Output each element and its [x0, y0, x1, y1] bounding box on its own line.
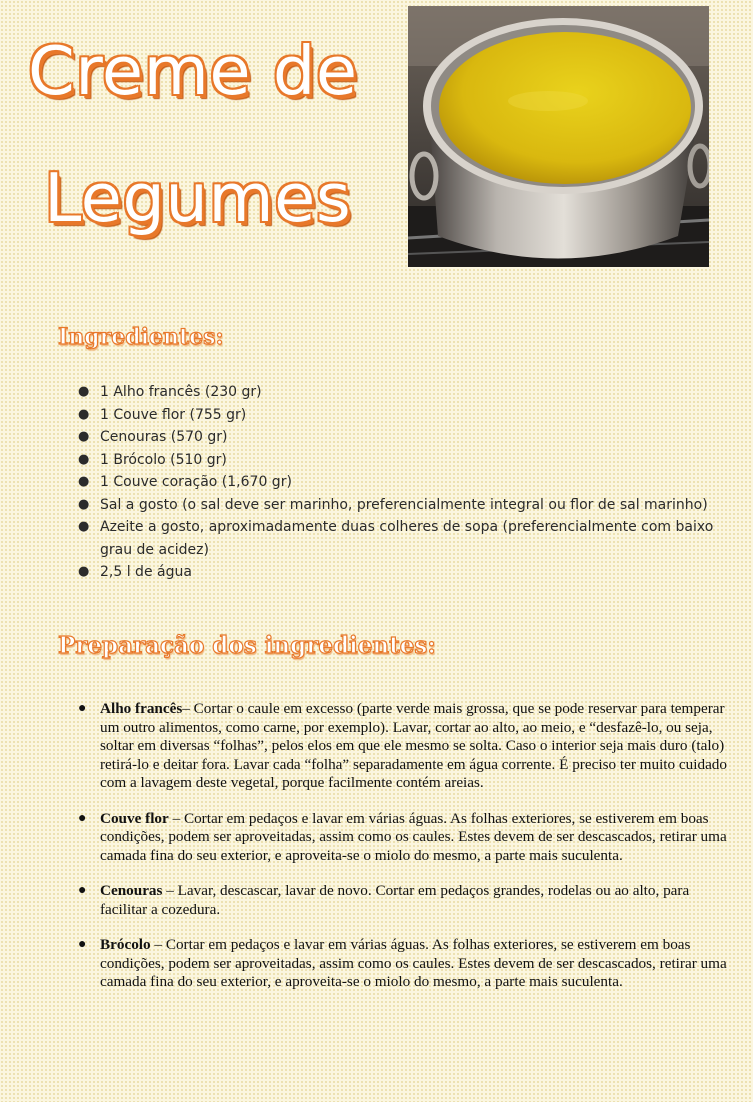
bullet-icon: ●: [78, 564, 90, 579]
preparation-heading: Preparação dos ingredientes:: [58, 632, 436, 659]
preparation-list: [78, 700, 730, 1009]
ingredient-item: [78, 516, 728, 561]
preparation-item-text: – Cortar em pedaços e lavar em várias águas. As folhas exteriores, se estiverem em boas condições, podem ser aproveitadas, assim como os caules. Estes devem de ser descascados, retirar uma camada fina do seu exterior, e aproveita-se o miolo do mesmo, a parte mais suculenta.: [100, 936, 727, 990]
preparation-item-lead: Alho francês: [100, 700, 183, 717]
ingredient-text: Cenouras (570 gr): [100, 429, 228, 445]
ingredient-item: [78, 426, 728, 449]
ingredients-list: [78, 381, 728, 584]
ingredient-text: 1 Brócolo (510 gr): [100, 451, 227, 468]
ingredient-item: [78, 471, 728, 494]
ingredient-text: 1 Couve coração (1,670 gr): [100, 474, 292, 490]
recipe-title-line-1: Creme de: [28, 32, 358, 110]
bullet-icon: ●: [78, 937, 87, 952]
soup-pot-photo: [408, 6, 709, 267]
bullet-icon: ●: [78, 384, 90, 399]
bullet-icon: ●: [78, 406, 90, 422]
ingredient-text: 2,5 l de água: [100, 564, 192, 580]
ingredient-item: [78, 449, 728, 472]
bullet-icon: ●: [78, 810, 87, 826]
preparation-item: [78, 936, 730, 992]
recipe-title-line-2: Legumes: [44, 159, 352, 237]
ingredient-item: [78, 404, 728, 427]
bullet-icon: ●: [78, 451, 90, 467]
bullet-icon: ●: [78, 496, 90, 512]
preparation-item-lead: Couve flor: [100, 809, 169, 827]
bullet-icon: ●: [78, 429, 90, 444]
ingredient-text: 1 Alho francês (230 gr): [100, 384, 262, 400]
ingredient-text: Sal a gosto (o sal deve ser marinho, preferencialmente integral ou flor de sal marinho): [100, 496, 708, 513]
bullet-icon: ●: [78, 519, 90, 534]
bullet-icon: ●: [78, 883, 87, 898]
ingredient-item: [78, 561, 728, 584]
ingredient-text: Azeite a gosto, aproximadamente duas colheres de sopa (preferencialmente com baixo grau de acidez): [100, 519, 714, 558]
ingredient-item: [78, 494, 728, 517]
ingredient-item: [78, 381, 728, 404]
bullet-icon: ●: [78, 474, 90, 489]
preparation-item-lead: Cenouras: [100, 882, 163, 899]
preparation-item-text: – Cortar o caule em excesso (parte verde mais grossa, que se pode reservar para temperar um outro alimentos, como carne, por exemplo). Lavar, cortar ao alto, ao meio, e “desfazê-lo, ou seja, soltar em diversas “folhas”, pelos elos em que ele mesmo se solta. Caso o interior seja mais duro (talo) retirá-lo e deitar fora. Lavar cada “folha” separadamente em água corrente. É preciso ter muito cuidado com a lavagem deste vegetal, porque facilmente contém areias.: [100, 700, 727, 791]
preparation-item-lead: Brócolo: [100, 936, 151, 953]
preparation-item-text: – Lavar, descascar, lavar de novo. Cortar em pedaços grandes, rodelas ou ao alto, para facilitar a cozedura.: [100, 882, 690, 918]
preparation-item: [78, 810, 730, 866]
preparation-item: [78, 700, 730, 793]
preparation-item: [78, 882, 730, 919]
bullet-icon: ●: [78, 701, 87, 716]
ingredients-heading: Ingredientes:: [58, 324, 224, 350]
ingredient-text: 1 Couve flor (755 gr): [100, 406, 247, 423]
preparation-item-text: – Cortar em pedaços e lavar em várias águas. As folhas exteriores, se estiverem em boas condições, podem ser aproveitadas, assim como os caules. Estes devem de ser descascados, retirar uma camada fina do seu exterior, e aproveita-se o miolo do mesmo, a parte mais suculenta.: [100, 809, 727, 864]
